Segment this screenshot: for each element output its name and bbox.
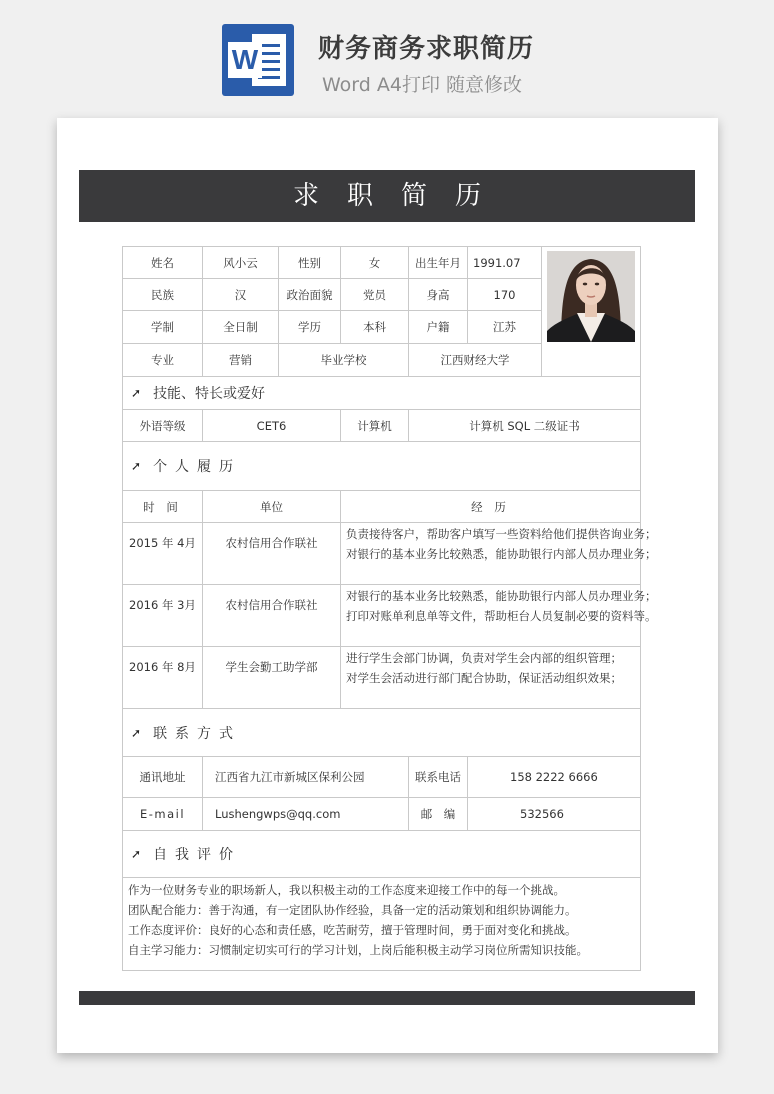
- gender-label: 性别: [278, 246, 341, 279]
- arrow-icon: ➚: [131, 459, 142, 473]
- zip-label: 邮 编: [408, 797, 468, 831]
- email-label: E-mail: [122, 797, 203, 831]
- evaluation-line: 工作态度评价：良好的心态和责任感，吃苦耐劳，擅于管理时间，勇于面对变化和挑战。: [128, 923, 577, 937]
- evaluation-line: 团队配合能力：善于沟通，有一定团队协作经验，具备一定的活动策划和组织协调能力。: [128, 903, 577, 917]
- skills-heading: 技能、特长或爱好: [153, 386, 266, 402]
- height-label: 身高: [408, 278, 468, 311]
- resume-title: 求职简历: [79, 170, 695, 222]
- arrow-icon: ➚: [131, 847, 142, 861]
- exp-line: 打印对账单利息单等文件，帮助柜台人员复制必要的资料等。: [346, 608, 657, 623]
- evaluation-line: 作为一位财务专业的职场新人，我以积极主动的工作态度来迎接工作中的每一个挑战。: [128, 883, 565, 897]
- name-value[interactable]: 风小云: [202, 246, 279, 279]
- major-value[interactable]: 营销: [202, 343, 279, 377]
- exp-row-1-unit: 农村信用合作联社: [202, 522, 341, 585]
- name-label: 姓名: [122, 246, 203, 279]
- exp-row-2-detail[interactable]: [340, 584, 657, 647]
- exp-row-1-time: 2015 年 4月: [122, 522, 203, 585]
- phone-value[interactable]: 158 2222 6666: [467, 756, 641, 798]
- political-label: 政治面貌: [278, 278, 341, 311]
- ethnicity-label: 民族: [122, 278, 203, 311]
- exp-line: 对学生会活动进行部门配合协助，保证活动组织效果；: [346, 670, 622, 685]
- computer-label: 计算机: [340, 409, 409, 442]
- gender-value[interactable]: 女: [340, 246, 409, 279]
- birth-label: 出生年月: [408, 246, 468, 279]
- portrait-image: [547, 251, 635, 342]
- experience-section-header: [122, 441, 641, 491]
- contact-heading: 联系方式: [153, 725, 242, 742]
- page-header: [0, 0, 774, 118]
- evaluation-line: 自主学习能力：习惯制定切实可行的学习计划，上岗后能积极主动学习岗位所需知识技能。: [128, 943, 588, 957]
- exp-line: 对银行的基本业务比较熟悉，能协助银行内部人员办理业务；: [346, 546, 657, 561]
- zip-value[interactable]: 532566: [467, 797, 641, 831]
- height-value[interactable]: 170: [467, 278, 542, 311]
- exp-row-3-unit: 学生会勤工助学部: [202, 646, 341, 709]
- evaluation-heading: 自我评价: [153, 847, 242, 863]
- contact-section-header: [122, 708, 641, 757]
- email-value[interactable]: Lushengwps@qq.com: [202, 797, 409, 831]
- hukou-label: 户籍: [408, 310, 468, 344]
- col-time-header: 时 间: [122, 490, 203, 523]
- political-value[interactable]: 党员: [340, 278, 409, 311]
- major-label: 专业: [122, 343, 203, 377]
- exp-line: 对银行的基本业务比较熟悉，能协助银行内部人员办理业务；: [346, 589, 657, 603]
- schooling-value[interactable]: 全日制: [202, 310, 279, 344]
- school-value[interactable]: 江西财经大学: [408, 343, 542, 377]
- lang-value[interactable]: CET6: [202, 409, 341, 442]
- exp-line: 进行学生会部门协调，负责对学生会内部的组织管理；: [346, 651, 622, 665]
- template-title: 财务商务求职简历: [318, 34, 535, 64]
- phone-label: 联系电话: [408, 756, 468, 798]
- exp-row-1-detail[interactable]: [340, 522, 657, 585]
- lang-label: 外语等级: [122, 409, 203, 442]
- arrow-icon: ➚: [131, 386, 142, 400]
- ethnicity-value[interactable]: 汉: [202, 278, 279, 311]
- experience-heading: 个人履历: [153, 459, 242, 475]
- evaluation-section-header: [122, 830, 641, 878]
- col-exp-header: 经 历: [340, 490, 641, 523]
- exp-row-3-time: 2016 年 8月: [122, 646, 203, 709]
- schooling-label: 学制: [122, 310, 203, 344]
- evaluation-text[interactable]: [122, 877, 641, 971]
- address-value[interactable]: 江西省九江市新城区保利公园: [202, 756, 409, 798]
- hukou-value[interactable]: 江苏: [467, 310, 542, 344]
- col-unit-header: 单位: [202, 490, 341, 523]
- education-value[interactable]: 本科: [340, 310, 409, 344]
- resume-paper: [57, 118, 718, 1053]
- computer-value[interactable]: 计算机 SQL 二级证书: [408, 409, 641, 442]
- skills-section-header: [122, 376, 641, 410]
- profile-photo-frame: [541, 246, 641, 377]
- template-subtitle: Word A4打印 随意修改: [322, 74, 523, 96]
- exp-line: 负责接待客户，帮助客户填写一些资料给他们提供咨询业务；: [346, 527, 657, 541]
- footer-bar: [79, 991, 695, 1005]
- exp-row-2-unit: 农村信用合作联社: [202, 584, 341, 647]
- profile-photo: [547, 251, 635, 342]
- exp-row-2-time: 2016 年 3月: [122, 584, 203, 647]
- word-icon: [222, 24, 294, 96]
- birth-value[interactable]: 1991.07: [467, 246, 542, 279]
- education-label: 学历: [278, 310, 341, 344]
- exp-row-3-detail[interactable]: [340, 646, 641, 709]
- address-label: 通讯地址: [122, 756, 203, 798]
- school-label: 毕业学校: [278, 343, 409, 377]
- arrow-icon: ➚: [131, 725, 142, 740]
- word-letter: W: [228, 42, 262, 78]
